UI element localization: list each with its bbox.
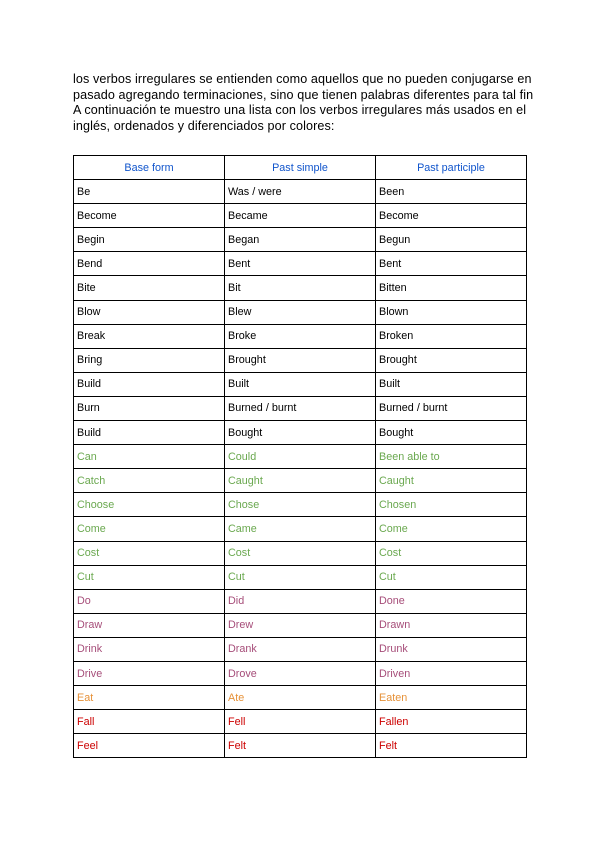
header-past-simple: Past simple — [225, 156, 376, 180]
past-participle-cell: Bought — [376, 421, 527, 445]
base-form-cell: Build — [74, 421, 225, 445]
base-form-cell: Build — [74, 372, 225, 396]
intro-paragraph-1: los verbos irregulares se entienden como aquellos que no pueden conjugarse en pasado agregando terminaciones, sino que tienen palabras diferentes para tal fin — [73, 72, 534, 102]
table-row — [74, 686, 527, 710]
base-form-cell: Cost — [74, 541, 225, 565]
past-simple-cell: Bought — [225, 421, 376, 445]
table-row — [74, 565, 527, 589]
table-row — [74, 180, 527, 204]
past-participle-cell: Built — [376, 372, 527, 396]
past-simple-cell: Was / were — [225, 180, 376, 204]
table-row — [74, 372, 527, 396]
table-row — [74, 228, 527, 252]
base-form-cell: Come — [74, 517, 225, 541]
past-simple-cell: Did — [225, 589, 376, 613]
header-past-participle: Past participle — [376, 156, 527, 180]
past-simple-cell: Bent — [225, 252, 376, 276]
past-simple-cell: Drove — [225, 661, 376, 685]
past-participle-cell: Driven — [376, 661, 527, 685]
base-form-cell: Drive — [74, 661, 225, 685]
past-participle-cell: Broken — [376, 324, 527, 348]
past-simple-cell: Bit — [225, 276, 376, 300]
base-form-cell: Choose — [74, 493, 225, 517]
table-row — [74, 445, 527, 469]
past-participle-cell: Become — [376, 204, 527, 228]
table-row — [74, 710, 527, 734]
table-body — [74, 180, 527, 758]
past-participle-cell: Felt — [376, 734, 527, 758]
past-simple-cell: Built — [225, 372, 376, 396]
past-simple-cell: Ate — [225, 686, 376, 710]
irregular-verbs-table — [73, 155, 527, 758]
base-form-cell: Catch — [74, 469, 225, 493]
table-row — [74, 734, 527, 758]
past-participle-cell: Cut — [376, 565, 527, 589]
past-participle-cell: Been — [376, 180, 527, 204]
table-row — [74, 204, 527, 228]
base-form-cell: Begin — [74, 228, 225, 252]
past-participle-cell: Begun — [376, 228, 527, 252]
base-form-cell: Fall — [74, 710, 225, 734]
past-participle-cell: Burned / burnt — [376, 396, 527, 420]
header-base-form: Base form — [74, 156, 225, 180]
past-simple-cell: Cut — [225, 565, 376, 589]
table-row — [74, 252, 527, 276]
past-simple-cell: Could — [225, 445, 376, 469]
base-form-cell: Be — [74, 180, 225, 204]
base-form-cell: Feel — [74, 734, 225, 758]
base-form-cell: Can — [74, 445, 225, 469]
table-row — [74, 637, 527, 661]
past-simple-cell: Cost — [225, 541, 376, 565]
table-row — [74, 348, 527, 372]
past-participle-cell: Come — [376, 517, 527, 541]
base-form-cell: Break — [74, 324, 225, 348]
base-form-cell: Bend — [74, 252, 225, 276]
past-participle-cell: Eaten — [376, 686, 527, 710]
table-row — [74, 300, 527, 324]
base-form-cell: Blow — [74, 300, 225, 324]
table-row — [74, 324, 527, 348]
past-participle-cell: Done — [376, 589, 527, 613]
intro-paragraph-2: A continuación te muestro una lista con los verbos irregulares más usados en el inglés, ordenados y diferenciados por colores: — [73, 103, 527, 134]
past-participle-cell: Caught — [376, 469, 527, 493]
base-form-cell: Bite — [74, 276, 225, 300]
past-simple-cell: Fell — [225, 710, 376, 734]
past-simple-cell: Felt — [225, 734, 376, 758]
intro-text — [73, 72, 543, 135]
table-row — [74, 613, 527, 637]
past-participle-cell: Brought — [376, 348, 527, 372]
table-row — [74, 589, 527, 613]
base-form-cell: Bring — [74, 348, 225, 372]
past-participle-cell: Been able to — [376, 445, 527, 469]
past-participle-cell: Fallen — [376, 710, 527, 734]
past-simple-cell: Began — [225, 228, 376, 252]
table-row — [74, 493, 527, 517]
base-form-cell: Cut — [74, 565, 225, 589]
table-row — [74, 541, 527, 565]
table-row — [74, 421, 527, 445]
past-simple-cell: Brought — [225, 348, 376, 372]
past-simple-cell: Caught — [225, 469, 376, 493]
table-row — [74, 661, 527, 685]
past-simple-cell: Drank — [225, 637, 376, 661]
base-form-cell: Eat — [74, 686, 225, 710]
past-simple-cell: Became — [225, 204, 376, 228]
past-simple-cell: Drew — [225, 613, 376, 637]
past-simple-cell: Broke — [225, 324, 376, 348]
past-participle-cell: Chosen — [376, 493, 527, 517]
base-form-cell: Draw — [74, 613, 225, 637]
table-row — [74, 276, 527, 300]
past-participle-cell: Blown — [376, 300, 527, 324]
table-header-row — [74, 156, 527, 180]
table-row — [74, 469, 527, 493]
base-form-cell: Become — [74, 204, 225, 228]
table-row — [74, 396, 527, 420]
past-simple-cell: Came — [225, 517, 376, 541]
past-simple-cell: Blew — [225, 300, 376, 324]
past-participle-cell: Bent — [376, 252, 527, 276]
table-row — [74, 517, 527, 541]
past-participle-cell: Bitten — [376, 276, 527, 300]
base-form-cell: Do — [74, 589, 225, 613]
past-participle-cell: Drunk — [376, 637, 527, 661]
base-form-cell: Burn — [74, 396, 225, 420]
past-simple-cell: Burned / burnt — [225, 396, 376, 420]
past-simple-cell: Chose — [225, 493, 376, 517]
past-participle-cell: Cost — [376, 541, 527, 565]
past-participle-cell: Drawn — [376, 613, 527, 637]
base-form-cell: Drink — [74, 637, 225, 661]
